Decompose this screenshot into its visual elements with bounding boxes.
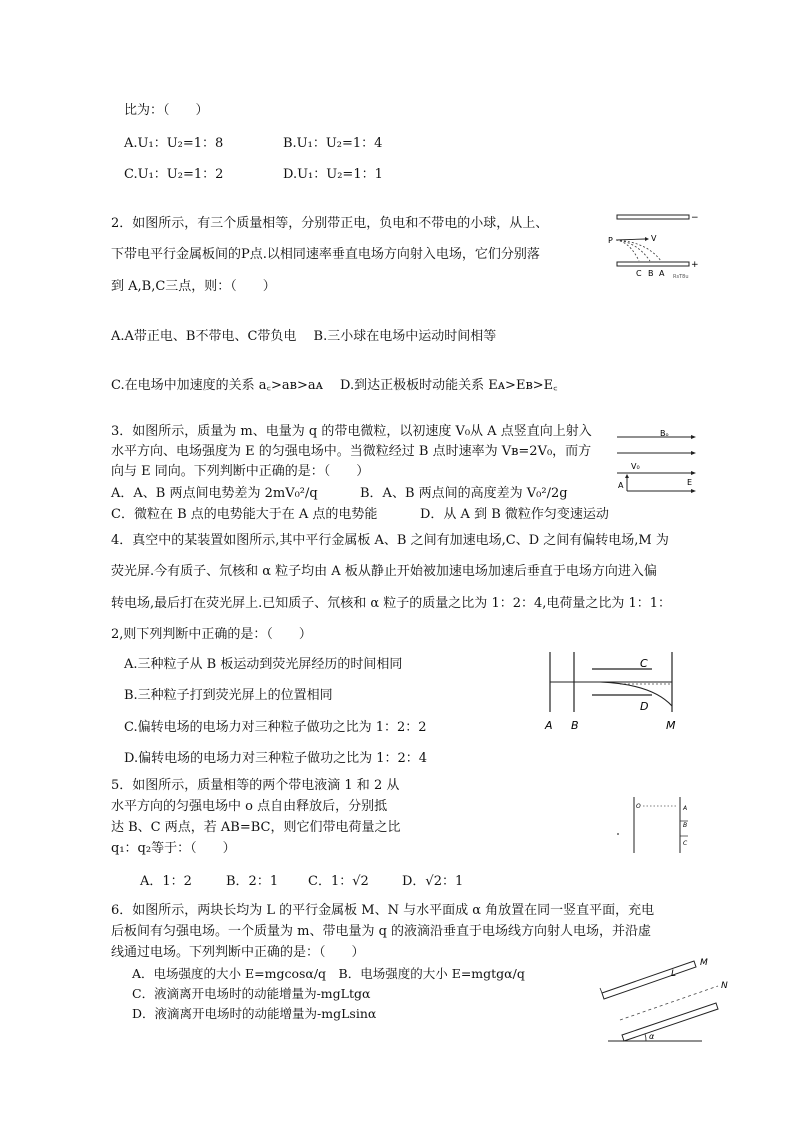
q5-stem-line4: q₁：q₂等于：（ ） <box>111 841 236 856</box>
q4-figure <box>540 650 685 735</box>
q2-stem-line2: 下带电平行金属板间的P点.以相同速率垂直电场方向射入电场，它们分别落 <box>111 247 540 262</box>
q3-option-c: C．微粒在 B 点的电势能大于在 A 点的电势能 <box>111 507 378 522</box>
q4-option-c: C.偏转电场的电场力对三种粒子做功之比为 1：2：2 <box>124 720 427 735</box>
q5-figure <box>612 795 697 855</box>
q5-stem-line2: 水平方向的匀强电场中 o 点自由释放后，分别抵 <box>111 799 388 814</box>
q3-option-d: D．从 A 到 B 微粒作匀变速运动 <box>420 507 609 522</box>
q4-fig-label-c: C <box>640 657 648 670</box>
q5-option-d: D．√2：1 <box>402 874 464 889</box>
q6-options-ab: A．电场强度的大小 E=mgcosα/q B．电场强度的大小 E=mgtgα/q <box>132 966 525 981</box>
q4-stem-line3: 转电场,最后打在荧光屏上.已知质子、氘核和 α 粒子的质量之比为 1：2：4,电荷量之比为 1：1： <box>111 596 672 611</box>
q3-option-a: A．A、B 两点间电势差为 2mV₀²/q <box>111 486 318 501</box>
q2-fig-label-p: P <box>608 236 613 245</box>
q2-fig-label-c: C <box>636 269 642 278</box>
q5-stem-line3: 达 B、C 两点，若 AB=BC，则它们带电荷量之比 <box>111 820 401 835</box>
q3-fig-label-a: A <box>618 481 624 490</box>
q2-fig-minus: − <box>691 213 699 223</box>
q6-stem-line3: 线通过电场。下列判断中正确的是：（ ） <box>111 945 365 960</box>
q3-option-b: B．A、B 两点间的高度差为 V₀²/2g <box>360 486 568 501</box>
q2-option-d: D.到达正极板时动能关系 Eᴀ>Eʙ>E꜀ <box>340 378 558 393</box>
q5-fig-label-o: O <box>636 803 641 810</box>
q2-stem-line1: 2．如图所示，有三个质量相等，分别带正电，负电和不带电的小球，从上、 <box>111 216 549 231</box>
q2-fig-label-a: A <box>659 269 665 278</box>
q4-stem-line2: 荧光屏.今有质子、氘核和 α 粒子均由 A 板从静止开始被加速电场加速后垂直于电场方向进入偏 <box>111 564 657 579</box>
q5-stem-line1: 5．如图所示，质量相等的两个带电液滴 1 和 2 从 <box>111 778 400 793</box>
q3-fig-label-v0: V₀ <box>631 462 640 471</box>
q1-stem: 比为：（ ） <box>124 103 209 118</box>
q4-option-d: D.偏转电场的电场力对三种粒子做功之比为 1：2：4 <box>124 751 428 766</box>
q3-stem-line3: 向与 E 同向。下列判断中正确的是：（ ） <box>111 464 370 479</box>
q5-fig-label-c: C <box>683 840 688 847</box>
q6-fig-label-m: M <box>700 958 708 968</box>
q5-fig-label-a: A <box>683 805 688 812</box>
q2-option-c: C.在电场中加速度的关系 a꜀>aʙ>aᴀ <box>111 378 323 393</box>
q3-fig-label-b: Bₒ <box>660 429 669 438</box>
q1-option-b: B.U₁：U₂=1：4 <box>283 136 383 151</box>
q4-fig-label-b: B <box>571 719 579 732</box>
q4-option-b: B.三种粒子打到荧光屏上的位置相同 <box>124 688 333 703</box>
q4-fig-label-a: A <box>545 719 553 732</box>
q6-fig-label-n: N <box>721 981 728 991</box>
q2-fig-stamp: RsT8u <box>673 274 689 280</box>
q2-stem-line3: 到 A,B,C三点，则：（ ） <box>111 279 276 294</box>
q3-fig-label-e: E <box>687 478 693 487</box>
q6-fig-label-alpha: α <box>649 1032 655 1041</box>
q2-fig-plus: + <box>691 260 699 270</box>
q4-fig-label-m: M <box>666 719 676 732</box>
q6-option-c: C．液滴离开电场时的动能增量为-mgLtgα <box>132 986 371 1001</box>
q3-figure <box>615 425 700 495</box>
q5-option-b: B．2：1 <box>226 874 279 889</box>
q5-fig-label-b: B <box>683 822 688 829</box>
q2-fig-label-b: B <box>648 269 654 278</box>
q4-stem-line1: 4．真空中的某装置如图所示,其中平行金属板 A、B 之间有加速电场,C、D 之间有偏转电场,M 为 <box>111 533 669 548</box>
q1-option-d: D.U₁：U₂=1：1 <box>283 167 383 182</box>
q5-option-c: C．1：√2 <box>308 874 369 889</box>
q1-option-c: C.U₁：U₂=1：2 <box>124 167 224 182</box>
q5-option-a: A．1：2 <box>140 874 192 889</box>
q1-option-a: A.U₁：U₂=1：8 <box>124 136 224 151</box>
q2-options-ab: A.A带正电、B不带电、C带负电 B.三小球在电场中运动时间相等 <box>111 329 497 344</box>
q4-fig-label-d: D <box>640 700 649 713</box>
q2-fig-label-v: V <box>651 234 657 243</box>
q6-figure <box>598 955 728 1045</box>
q6-option-d: D．液滴离开电场时的动能增量为-mgLsinα <box>132 1006 377 1021</box>
q4-option-a: A.三种粒子从 B 板运动到荧光屏经历的时间相同 <box>124 657 403 672</box>
q6-stem-line2: 后板间有匀强电场。一个质量为 m、带电量为 q 的液滴沿垂直于电场线方向射人电场，并沿虚 <box>111 924 652 939</box>
q6-stem-line1: 6．如图所示，两块长均为 L 的平行金属板 M、N 与水平面成 α 角放置在同一竖直平面，充电 <box>111 903 655 918</box>
q6-fig-label-l: L <box>671 969 677 979</box>
q4-stem-line4: 2,则下列判断中正确的是：（ ） <box>111 627 312 642</box>
q3-stem-line1: 3．如图所示，质量为 m、电量为 q 的带电微粒，以初速度 V₀从 A 点竖直向上射入 <box>111 424 592 439</box>
q3-stem-line2: 水平方向、电场强度为 E 的匀强电场中。当微粒经过 B 点时速率为 Vʙ=2V₀，而方 <box>111 444 592 459</box>
q2-figure <box>605 210 699 282</box>
